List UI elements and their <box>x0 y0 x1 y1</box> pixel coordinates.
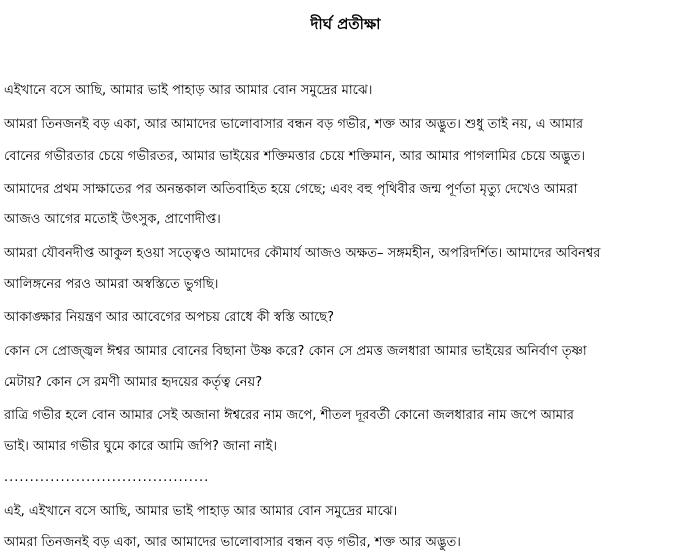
poem-line: এই, এইখানে বসে আছি, আমার ভাই পাহাড় আর আমার বোন সমুদ্রের মাঝে। <box>4 504 398 519</box>
poem-line: আলিঙ্গনের পরও আমরা অস্বস্তিতে ভুগছি। <box>4 277 219 292</box>
poem-line: আকাঙ্ক্ষার নিয়ন্ত্রণ আর আবেগের অপচয় রোধে কী স্বস্তি আছে? <box>4 310 335 325</box>
poem-line: আমরা তিনজনই বড় একা, আর আমাদের ভালোবাসার বন্ধন বড় গভীর, শক্ত আর অদ্ভুত। <box>4 535 461 550</box>
poem-line: ভাই। আমার গভীর ঘুমে কারে আমি জপি? জানা নাই। <box>4 439 278 454</box>
poem-line: মেটায়? কোন সে রমণী আমার হৃদয়ের কর্তৃত্ব নেয়? <box>4 375 263 390</box>
poem-title: দীর্ঘ প্রতীক্ষা <box>310 15 381 33</box>
poem-line: আজও আগের মতোই উৎসুক, প্রাণোদীপ্ত। <box>4 212 221 227</box>
poem-line: বোনের গভীরতার চেয়ে গভীরতর, আমার ভাইয়ের শক্তিমত্তার চেয়ে শক্তিমান, আর আমার পাগলামির চেয়ে অদ্ভুত। <box>4 149 585 164</box>
section-divider: ........................................ <box>4 470 210 485</box>
poem-line: আমাদের প্রথম সাক্ষাতের পর অনন্তকাল অতিবাহিত হয়ে গেছে; এবং বহু পৃথিবীর জন্ম পূর্ণতা মৃত্যু দেখেও আমরা <box>4 182 578 197</box>
poem-line: কোন সে প্রোজ্জ্বল ঈশ্বর আমার বোনের বিছানা উষ্ণ করে? কোন সে প্রমত্ত জলধারা আমার ভাইয়ের অনির্বাণ তৃষ্ণা <box>4 344 587 359</box>
poem-line: আমরা যৌবনদীপ্ত আকুল হওয়া সত্ত্বেও আমাদের কৌমার্য আজও অক্ষত– সঙ্গমহীন, অপরিদর্শিত। আমাদের অবিনশ্বর <box>4 246 601 261</box>
poem-line: রাত্রি গভীর হলে বোন আমার সেই অজানা ঈশ্বরের নাম জপে, শীতল দূরবর্তী কোনো জলধারার নাম জপে আমার <box>4 408 574 423</box>
poem-line: এইখানে বসে আছি, আমার ভাই পাহাড় আর আমার বোন সমুদ্রের মাঝে। <box>4 83 373 98</box>
poem-line: আমরা তিনজনই বড় একা, আর আমাদের ভালোবাসার বন্ধন বড় গভীর, শক্ত আর অদ্ভুত। শুধু তাই নয়, এ আমার <box>4 117 584 132</box>
